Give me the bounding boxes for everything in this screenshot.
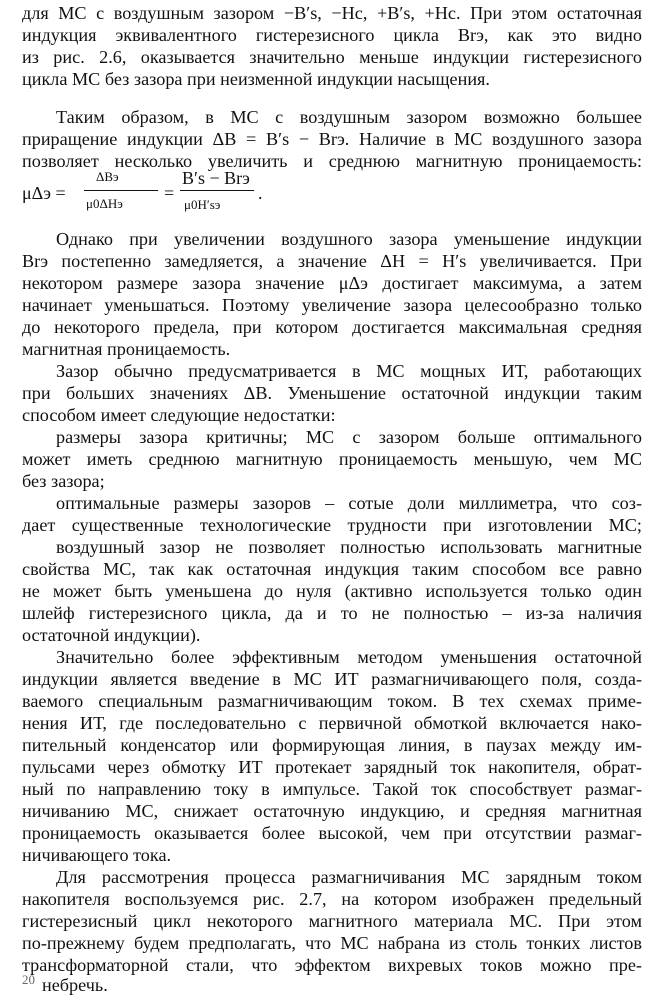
text-line: трансформаторной стали, что эффектом вихревых токов можно пре-: [22, 955, 642, 975]
text-line: Однако при увеличении воздушного зазора уменьшение индукции: [56, 229, 642, 249]
text-line: ваемого специальным размагничивающим током. В тех схемах приме-: [22, 691, 642, 711]
text-line: магнитная проницаемость.: [22, 339, 231, 359]
text-line: Зазор обычно предусматривается в МС мощных ИТ, работающих: [56, 361, 642, 381]
text-line: остаточной индукции).: [22, 625, 201, 645]
text-line: накопителя воспользуемся рис. 2.7, на котором изображен предельный: [22, 889, 642, 909]
text-line: по-прежнему будем предполагать, что МС набрана из столь тонких листов: [22, 933, 642, 953]
formula-numerator-2: B′s − Brэ: [182, 168, 250, 188]
text-line: может иметь среднюю магнитную проницаемость меньшую, чем МС: [22, 449, 642, 469]
text-line: из рис. 2.6, оказывается значительно меньше индукции гистерезисного: [22, 47, 642, 67]
formula-equals: =: [164, 183, 175, 203]
page-number: 20: [22, 972, 35, 987]
text-line: свойства МС, так как остаточная индукция таким способом все равно: [22, 559, 642, 579]
text-line: некотором размере зазора значение μΔэ достигает максимума, а затем: [22, 273, 642, 293]
text-line: размеры зазора критичны; МС с зазором больше оптимального: [56, 427, 642, 447]
text-line: индукции является введение в МС ИТ размагничивающего поля, созда-: [22, 669, 642, 689]
text-line: проницаемость оказывается более высокой, чем при отсутствии размаг-: [22, 823, 642, 843]
text-line: Brэ постепенно замедляется, а значение ΔH = H′s увеличивается. При: [22, 251, 642, 271]
text-line: до некоторого предела, при котором достигается максимальная средняя: [22, 317, 642, 337]
text-line: пульсами через обмотку ИТ протекает зарядный ток накопителя, обрат-: [22, 757, 642, 777]
text-line: Таким образом, в МС с воздушным зазором возможно большее: [56, 107, 642, 127]
text-line: шлейф гистерезисного цикла, да и то не полностью – из-за наличия: [22, 603, 642, 623]
text-line: позволяет несколько увеличить и среднюю магнитную проницаемость:: [22, 151, 642, 171]
text-line: оптимальные размеры зазоров – сотые доли миллиметра, что соз-: [56, 493, 642, 513]
text-line: при больших значениях ΔB. Уменьшение остаточной индукции таким: [22, 383, 642, 403]
text-line: гистерезисный цикл некоторого магнитного материала МС. При этом: [22, 911, 642, 931]
formula-numerator-1: ΔBэ: [96, 169, 119, 184]
formula-denominator-1: μ0ΔHэ: [86, 196, 123, 211]
text-line: способом имеет следующие недостатки:: [22, 405, 336, 425]
fraction-bar-1: [84, 190, 158, 191]
formula-period: .: [258, 183, 263, 203]
text-line: Значительно более эффективным методом уменьшения остаточной: [56, 647, 642, 667]
text-line: дает существенные технологические трудности при изготовлении МС;: [22, 515, 642, 535]
text-line: воздушный зазор не позволяет полностью использовать магнитные: [56, 537, 642, 557]
text-line: ничиванию МС, снижает остаточную индукцию, и средняя магнитная: [22, 801, 642, 821]
text-line: пительный конденсатор или формирующая линия, в паузах между им-: [22, 735, 642, 755]
text-line: начинает уменьшаться. Поэтому увеличение зазора целесообразно только: [22, 295, 642, 315]
text-line: нения ИТ, где последовательно с первичной обмоткой включается нако-: [22, 713, 642, 733]
text-line: индукция эквивалентного гистерезисного цикла Brэ, как это видно: [22, 25, 642, 45]
text-line: приращение индукции ΔB = B′s − Brэ. Наличие в МС воздушного зазора: [22, 129, 642, 149]
text-line: без зазора;: [22, 471, 105, 491]
text-line: не может быть уменьшена до нуля (активно используется только один: [22, 581, 642, 601]
text-line: небречь.: [42, 975, 108, 995]
text-line: ный по направлению току в импульсе. Такой ток способствует размаг-: [22, 779, 642, 799]
formula-denominator-2: μ0H′sэ: [184, 197, 221, 212]
text-line: цикла МС без зазора при неизменной индукции насыщения.: [22, 69, 490, 89]
text-line: для МС с воздушным зазором −B′s, −Hc, +B′s, +Hc. При этом остаточная: [22, 3, 642, 23]
text-line: Для рассмотрения процесса размагничивания МС зарядным током: [56, 867, 642, 887]
text-line: ничивающего тока.: [22, 845, 172, 865]
formula-lhs: μΔэ =: [22, 183, 66, 203]
fraction-bar-2: [180, 190, 254, 191]
